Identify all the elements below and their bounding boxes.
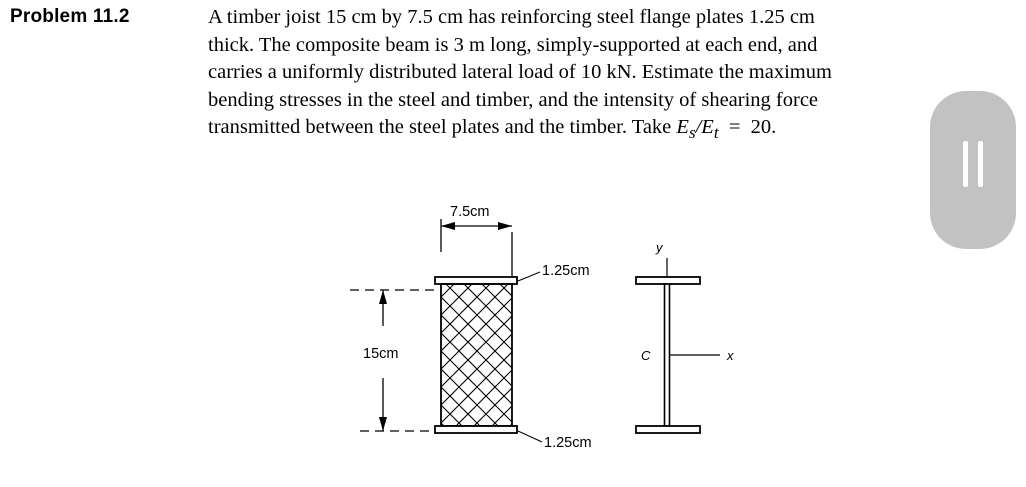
bottom-plate-leader	[518, 431, 542, 442]
equivalent-top-flange	[636, 277, 700, 284]
height-dim-arrow-bottom	[379, 417, 387, 431]
width-dim-arrow-left	[441, 222, 455, 230]
height-label: 15cm	[363, 346, 399, 362]
equivalent-bottom-flange	[636, 426, 700, 433]
statement-line-4: bending stresses in the steel and timber, and the intensity of shearing force	[208, 88, 819, 111]
timber-core	[441, 284, 512, 426]
scroll-handle-grip-right	[978, 141, 983, 187]
y-axis-label: y	[656, 240, 663, 255]
width-label: 7.5cm	[450, 204, 490, 220]
ratio-value: 20.	[750, 116, 777, 138]
equals-sign: =	[728, 116, 741, 138]
top-steel-plate	[435, 277, 517, 284]
problem-number: Problem 11.2	[10, 6, 130, 27]
bottom-steel-plate	[435, 426, 517, 433]
modulus-steel: $E_s/E_t$	[676, 116, 719, 143]
statement-line-2: thick. The composite beam is 3 m long, simply-supported at each end, and	[208, 33, 818, 56]
x-axis-label: x	[727, 348, 734, 363]
bottom-plate-label: 1.25cm	[544, 435, 592, 451]
centroid-label: C	[641, 348, 651, 363]
top-plate-label: 1.25cm	[542, 263, 590, 279]
top-plate-leader	[518, 272, 540, 281]
scroll-handle[interactable]	[930, 91, 1016, 249]
height-dim-arrow-top	[379, 290, 387, 304]
equivalent-web	[665, 284, 670, 426]
statement-line-3: carries a uniformly distributed lateral load of 10 kN. Estimate the maximum	[208, 61, 832, 83]
scroll-handle-grip-left	[963, 141, 968, 187]
statement-line-5-text: transmitted between the steel plates and the timber. Take	[208, 116, 677, 138]
width-dim-arrow-right	[498, 222, 512, 230]
statement-line-1: A timber joist 15 cm by 7.5 cm has reinforcing steel flange plates 1.25 cm	[208, 6, 815, 28]
